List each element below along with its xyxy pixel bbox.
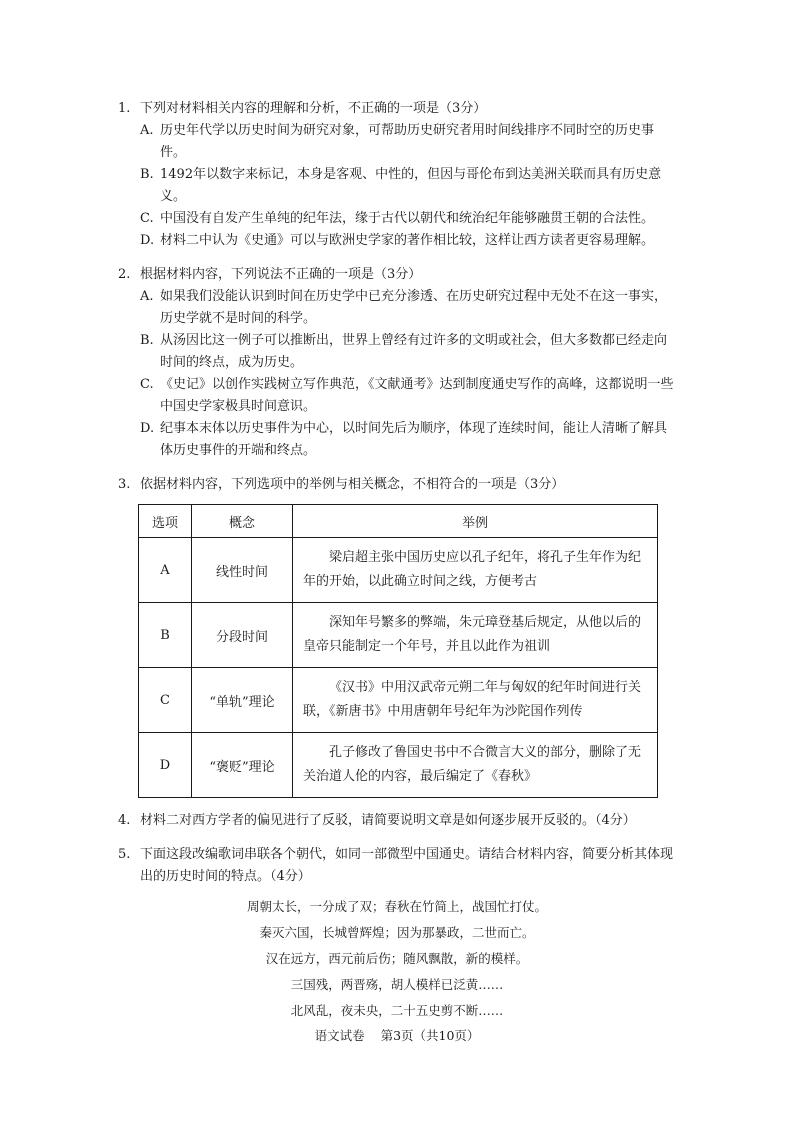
cell-option: D: [139, 733, 192, 798]
question-1: [118, 98, 676, 252]
poem-line: 周朝太长，一分成了双；春秋在竹简上，战国忙打仗。: [246, 899, 547, 914]
option-text: 纪事本末体以历史事件为中心，以时间先后为顺序，体现了连续时间，能让人清晰了解具体历史事件的开端和终点。: [160, 421, 668, 458]
poem-line: 秦灭六国，长城曾辉煌；因为那暴政，二世而亡。: [259, 925, 535, 940]
cell-concept: 线性时间: [192, 538, 293, 603]
option-text: 1492年以数字来标记，本身是客观、中性的，但因与哥伦布到达美洲关联而具有历史意义。: [160, 167, 662, 204]
option-b: [118, 330, 676, 374]
question-text: 材料二对西方学者的偏见进行了反驳，请简要说明文章是如何逐步展开反驳的。（4分）: [140, 813, 636, 828]
question-2: [118, 264, 676, 462]
cell-concept: “褒贬”理论: [192, 733, 293, 798]
poem-line: 北风乱，夜未央，二十五史剪不断……: [290, 1003, 504, 1018]
footer-page-number: 第3页（共10页）: [380, 1028, 480, 1043]
option-c: [118, 208, 676, 230]
option-text: 《史记》以创作实践树立写作典范，《文献通考》达到制度通史写作的高峰，这都说明一些中国史学家极具时间意识。: [160, 377, 674, 414]
option-letter: B.: [140, 333, 154, 348]
option-a: [118, 120, 676, 164]
question-stem: [118, 264, 676, 286]
concept-example-table: [138, 504, 658, 798]
table-row: [139, 538, 658, 603]
option-letter: A.: [140, 123, 154, 138]
header-option: 选项: [139, 505, 192, 538]
table-row: [139, 733, 658, 798]
header-concept: 概念: [192, 505, 293, 538]
question-text: 下面这段改编歌词串联各个朝代，如同一部微型中国通史。请结合材料内容，简要分析其体现出的历史时间的特点。（4分）: [140, 847, 674, 884]
option-a: [118, 286, 676, 330]
question-number: 1.: [118, 101, 131, 116]
question-3: [118, 474, 676, 798]
option-text: 历史年代学以历史时间为研究对象，可帮助历史研究者用时间线排序不同时空的历史事件。: [160, 123, 655, 160]
question-number: 5.: [118, 847, 131, 862]
option-letter: D.: [140, 233, 155, 248]
option-d: [118, 418, 676, 462]
question-number: 3.: [118, 477, 131, 492]
question-stem: [118, 844, 676, 888]
question-stem: [118, 98, 676, 120]
question-text: 依据材料内容，下列选项中的举例与相关概念，不相符合的一项是（3分）: [140, 477, 565, 492]
cell-example: 梁启超主张中国历史应以孔子纪年，将孔子生年作为纪年的开始，以此确立时间之线，方便考古: [293, 538, 658, 603]
cell-concept: 分段时间: [192, 603, 293, 668]
lyrics-poem: [118, 894, 676, 1024]
question-number: 4.: [118, 813, 131, 828]
option-letter: C.: [140, 211, 154, 226]
option-letter: C.: [140, 377, 154, 392]
question-number: 2.: [118, 267, 131, 282]
option-letter: B.: [140, 167, 154, 182]
cell-option: C: [139, 668, 192, 733]
cell-example: 孔子修改了鲁国史书中不合微言大义的部分，删除了无关治道人伦的内容，最后编定了《春秋》: [293, 733, 658, 798]
question-stem: [118, 810, 676, 832]
cell-concept: “单轨”理论: [192, 668, 293, 733]
question-5: [118, 844, 676, 1024]
cell-option: B: [139, 603, 192, 668]
header-example: 举例: [293, 505, 658, 538]
option-text: 从汤因比这一例子可以推断出，世界上曾经有过许多的文明或社会，但大多数都已经走向时间的终点，成为历史。: [160, 333, 668, 370]
question-text: 根据材料内容，下列说法不正确的一项是（3分）: [140, 267, 422, 282]
table-header-row: [139, 505, 658, 538]
option-c: [118, 374, 676, 418]
poem-line: 三国残，两晋殇，胡人模样已泛黄……: [290, 977, 504, 992]
page-footer: [0, 1026, 794, 1044]
option-letter: A.: [140, 289, 154, 304]
cell-option: A: [139, 538, 192, 603]
cell-example: 《汉书》中用汉武帝元朔二年与匈奴的纪年时间进行关联，《新唐书》中用唐朝年号纪年为沙陀国作列传: [293, 668, 658, 733]
footer-subject: 语文试卷: [314, 1028, 365, 1043]
option-text: 材料二中认为《史通》可以与欧洲史学家的著作相比较，这样让西方读者更容易理解。: [160, 233, 655, 248]
option-text: 如果我们没能认识到时间在历史学中已充分渗透、在历史研究过程中无处不在这一事实，历史学就不是时间的科学。: [160, 289, 668, 326]
option-b: [118, 164, 676, 208]
table-row: [139, 603, 658, 668]
option-letter: D.: [140, 421, 155, 436]
question-text: 下列对材料相关内容的理解和分析，不正确的一项是（3分）: [140, 101, 487, 116]
question-4: [118, 810, 676, 832]
option-text: 中国没有自发产生单纯的纪年法，缘于古代以朝代和统治纪年能够融贯王朝的合法性。: [160, 211, 655, 226]
table-row: [139, 668, 658, 733]
cell-example: 深知年号繁多的弊端，朱元璋登基后规定，从他以后的皇帝只能制定一个年号，并且以此作为祖训: [293, 603, 658, 668]
poem-line: 汉在远方，西元前后伤；随风飘散，新的模样。: [265, 951, 529, 966]
option-d: [118, 230, 676, 252]
question-stem: [118, 474, 676, 496]
